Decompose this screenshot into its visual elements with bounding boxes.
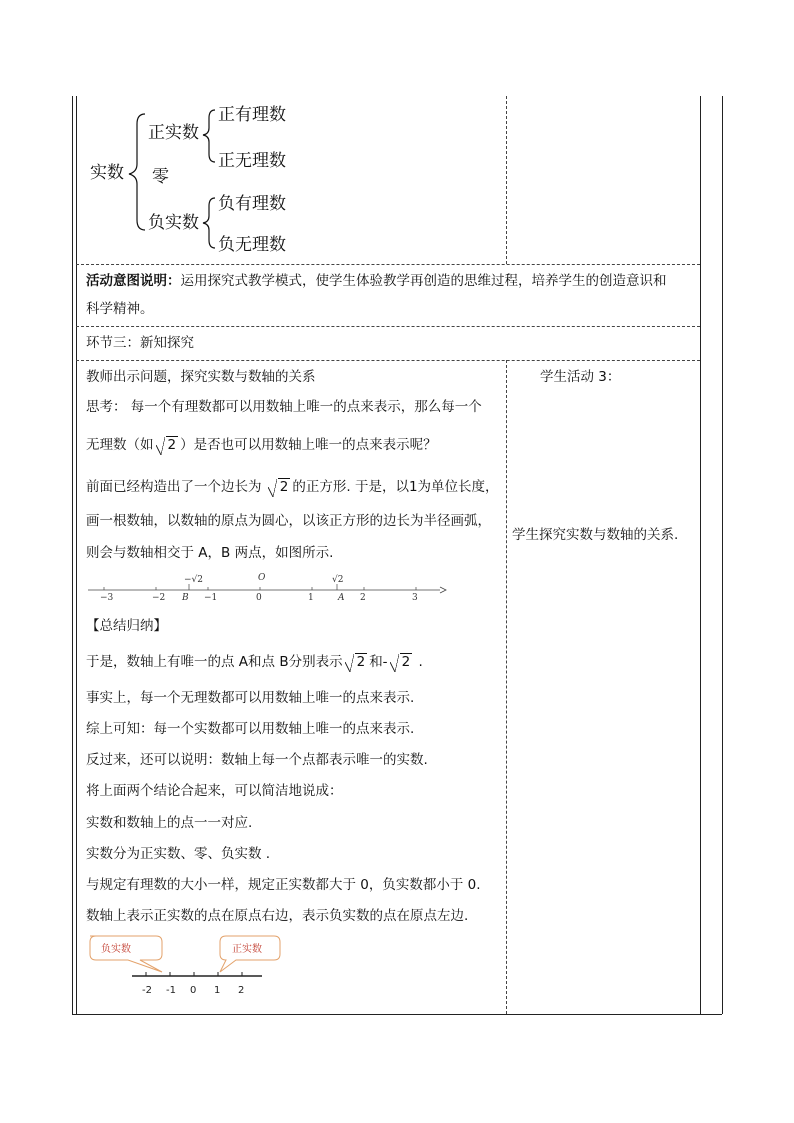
teacher-line-3-a: 无理数（如 — [86, 437, 154, 453]
axis-arrow — [440, 587, 446, 593]
axis-tick-label: −2 — [152, 593, 166, 603]
summary-line-1-c: . — [414, 654, 423, 670]
negative-callout-label: 负实数 — [101, 944, 131, 955]
tree-braces — [125, 100, 225, 260]
tree-positive: 正实数 — [148, 123, 199, 143]
summary-line-9: 数轴上表示正实数的点在原点右边，表示负实数的点在原点左边. — [86, 908, 469, 924]
intent-line2: 科学精神。 — [86, 301, 154, 317]
summary-line-3: 综上可知：每一个实数都可以用数轴上唯一的点来表示. — [86, 721, 415, 737]
intent-label: 活动意图说明： — [86, 273, 181, 289]
teacher-line-4-a: 前面已经构造出了一个边长为 — [86, 479, 266, 495]
axis-tick-label: 2 — [360, 593, 366, 603]
summary-line-1 — [86, 653, 423, 671]
tree-neg-rational: 负有理数 — [218, 194, 286, 214]
point-b-label: B — [182, 593, 189, 603]
axis-tick-label: −3 — [100, 593, 114, 603]
sqrt-symbol — [268, 478, 291, 496]
teacher-line-1: 教师出示问题，探究实数与数轴的关系 — [86, 369, 316, 385]
tree-pos-irrational: 正无理数 — [218, 151, 286, 171]
column-divider-top — [506, 96, 507, 264]
student-activity-label: 学生活动 3： — [540, 369, 621, 385]
tree-neg-irrational: 负无理数 — [218, 235, 286, 255]
neg-sqrt-label: −√2 — [184, 575, 204, 585]
table-right-border — [700, 96, 701, 1014]
number-line-2 — [84, 932, 294, 1002]
tree-zero: 零 — [152, 167, 169, 187]
summary-line-6: 实数和数轴上的点一一对应. — [86, 815, 253, 831]
axis-tick-label: 1 — [214, 985, 221, 996]
main-brace — [129, 114, 145, 230]
axis-tick-label: -1 — [166, 985, 176, 996]
column-divider-bottom — [506, 360, 507, 1014]
table-outer-right-border — [722, 96, 723, 1014]
sqrt-symbol — [390, 653, 413, 671]
summary-line-5: 将上面两个结论合起来，可以简洁地说成： — [86, 783, 343, 799]
negative-brace — [203, 198, 215, 248]
origin-label: O — [258, 573, 266, 583]
axis-tick-label: 0 — [190, 985, 197, 996]
sqrt-symbol — [156, 436, 179, 454]
sqrt-radicand: 2 — [356, 654, 366, 670]
axis-tick-label: 3 — [412, 593, 418, 603]
summary-line-8: 与规定有理数的大小一样，规定正实数都大于 0，负实数都小于 0. — [86, 877, 481, 893]
section-title: 环节三：新知探究 — [86, 335, 194, 351]
intent-line1: 运用探究式教学模式，使学生体验教学再创造的思维过程，培养学生的创造意识和 — [180, 273, 667, 289]
row-divider-1 — [76, 264, 700, 265]
number-line-1 — [84, 570, 454, 606]
teacher-line-4 — [86, 478, 499, 496]
positive-brace — [203, 110, 215, 162]
student-activity-desc: 学生探究实数与数轴的关系. — [512, 527, 679, 543]
teacher-line-3 — [86, 436, 437, 454]
table-bottom-border — [72, 1014, 722, 1015]
summary-heading: 【总结归纳】 — [86, 618, 167, 634]
teacher-line-4-b: 的正方形. 于是，以1为单位长度， — [292, 479, 499, 495]
tree-root: 实数 — [90, 163, 124, 183]
row-divider-2 — [76, 326, 700, 327]
sqrt-radicand: 2 — [401, 654, 411, 670]
point-a-label: A — [338, 593, 345, 603]
axis-tick-label: 0 — [256, 593, 262, 603]
sqrt-symbol — [345, 653, 368, 671]
summary-line-1-a: 于是，数轴上有唯一的点 A和点 B分别表示 — [86, 654, 343, 670]
teacher-line-6: 则会与数轴相交于 A，B 两点，如图所示. — [86, 545, 334, 561]
axis-tick-label: 1 — [308, 593, 314, 603]
teacher-line-3-b: ）是否也可以用数轴上唯一的点来表示呢？ — [180, 437, 437, 453]
axis-tick-label: -2 — [142, 985, 152, 996]
sqrt-radicand: 2 — [279, 479, 289, 495]
tree-pos-rational: 正有理数 — [218, 105, 286, 125]
pos-sqrt-label: √2 — [332, 575, 344, 585]
positive-callout-label: 正实数 — [232, 944, 262, 955]
summary-line-2: 事实上，每一个无理数都可以用数轴上唯一的点来表示. — [86, 690, 415, 706]
tree-negative: 负实数 — [148, 213, 199, 233]
table-left-inner-border — [76, 96, 77, 1014]
summary-line-1-b: 和- — [369, 654, 388, 670]
sqrt-radicand: 2 — [167, 437, 177, 453]
summary-line-4: 反过来，还可以说明：数轴上每一个点都表示唯一的实数. — [86, 752, 428, 768]
row-divider-3 — [76, 360, 700, 361]
axis-tick-label: −1 — [204, 593, 218, 603]
summary-line-7: 实数分为正实数、零、负实数 . — [86, 846, 271, 862]
axis-tick-label: 2 — [238, 985, 245, 996]
table-left-border — [72, 96, 73, 1014]
teacher-line-5: 画一根数轴，以数轴的原点为圆心，以该正方形的边长为半径画弧， — [86, 513, 491, 529]
teacher-line-2: 思考： 每一个有理数都可以用数轴上唯一的点来表示，那么每一个 — [86, 399, 482, 415]
